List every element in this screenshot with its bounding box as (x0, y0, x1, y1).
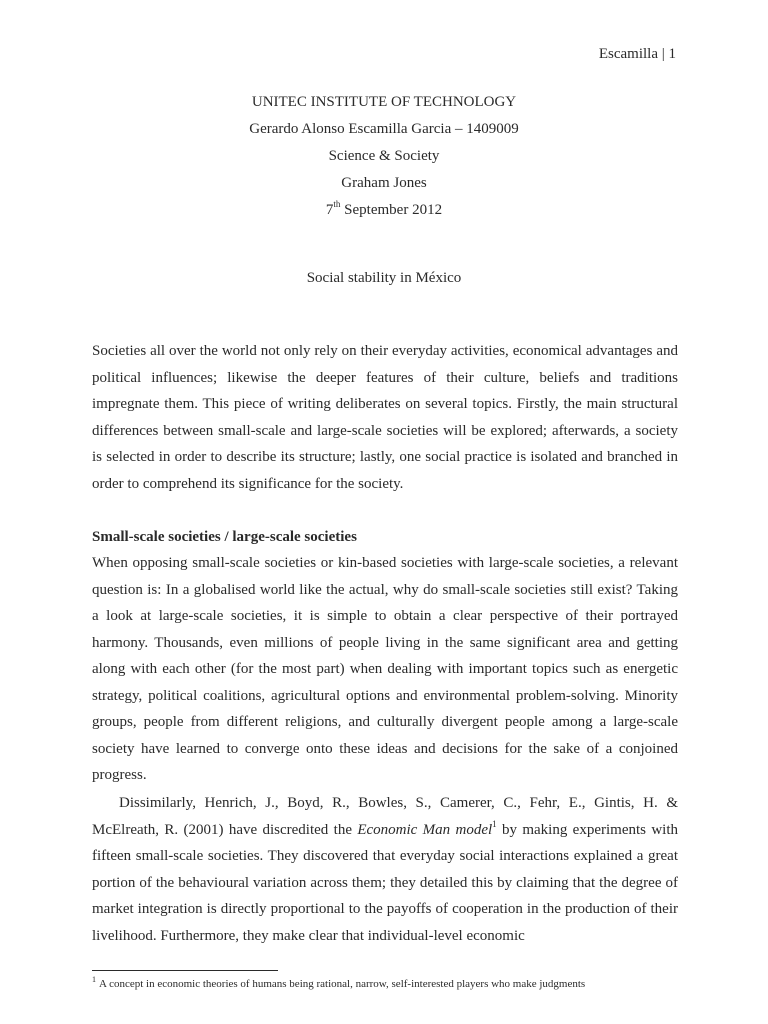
instructor-name: Graham Jones (341, 175, 427, 191)
date-month-year: September 2012 (340, 202, 443, 218)
footnote (92, 976, 692, 992)
footnote-mark: 1 (92, 975, 96, 984)
course-name: Science & Society (328, 148, 440, 164)
institution-name: UNITEC INSTITUTE OF TECHNOLOGY (251, 94, 517, 110)
title-block (0, 89, 768, 224)
section-heading: Small-scale societies / large-scale societies (92, 529, 357, 545)
paragraph-2-text-start: Dissimilarly, Henrich, J., Boyd, R., Bowles, S., Camerer, C., Fehr, E., Gintis, H. & McElreath, R. (2001) have discredited the (92, 795, 678, 838)
body-paragraph-1: When opposing small-scale societies or kin-based societies with large-scale societies, a relevant question is: In a globalised world like the actual, why do small-scale societies still exist? Taking a look at large-scale societies, it is simple to obtain a clear perspective of their portrayed harmony. Thousands, even millions of people living in the same significant area and getting along with each other (for the most part) when dealing with important topics such as energetic strategy, political coalitions, agricultural options and environmental problem-solving. Minority groups, people from different religions, and culturally divergent people among a large-scale society have learned to converge onto these ideas and decisions for the sake of a conjoined progress. (92, 555, 678, 783)
author-line: Gerardo Alonso Escamilla Garcia – 1409009 (249, 121, 519, 137)
document-title: Social stability in México (306, 270, 462, 286)
submission-date (0, 197, 768, 224)
date-ordinal-suffix: th (333, 199, 341, 209)
body-paragraph-2 (92, 790, 678, 949)
footnote-reference[interactable]: 1 (492, 818, 497, 829)
economic-man-model-term: Economic Man model (357, 821, 493, 838)
date-day: 7 (325, 202, 334, 218)
footnote-divider (92, 970, 278, 971)
running-header: Escamilla | 1 (598, 46, 676, 62)
footnote-text: A concept in economic theories of humans being rational, narrow, self-interested players who make judgments (99, 978, 586, 990)
paragraph-2-text-end: by making experiments with fifteen small-scale societies. They discovered that everyday social interactions explained a great portion of the behavioural variation across them; they detailed this by claiming that the degree of market integration is directly proportional to the payoffs of cooperation in the production of their livelihood. Furthermore, they make clear that individual-level economic (92, 821, 679, 944)
intro-paragraph: Societies all over the world not only rely on their everyday activities, economical advantages and political influences; likewise the deeper features of their culture, beliefs and traditions impregnate them. This piece of writing deliberates on several topics. Firstly, the main structural differences between small-scale and large-scale societies will be explored; afterwards, a society is selected in order to describe its structure; lastly, one social practice is isolated and branched in order to comprehend its significance for the society. (92, 343, 678, 492)
